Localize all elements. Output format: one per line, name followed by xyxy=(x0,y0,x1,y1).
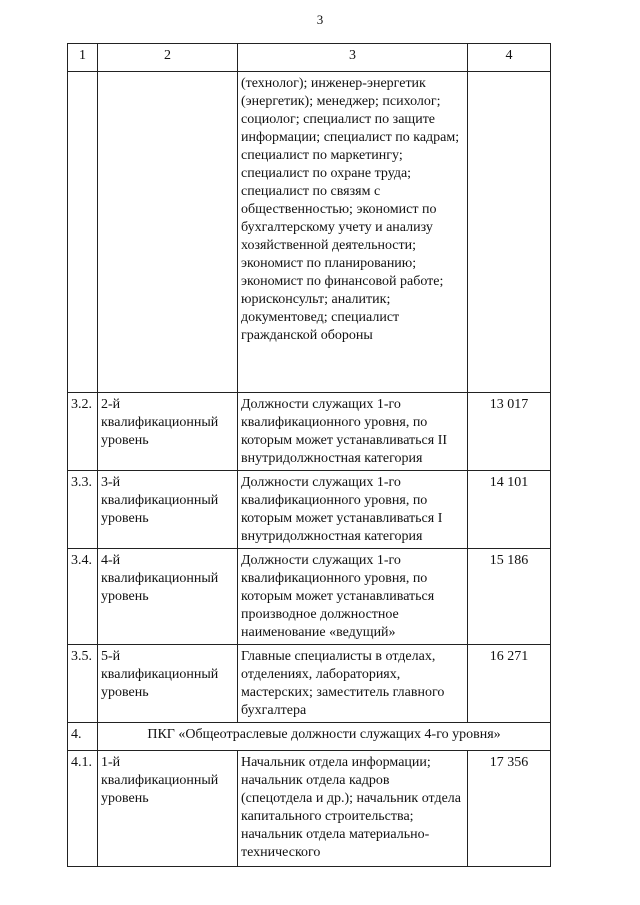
table-row xyxy=(68,645,551,723)
table-row xyxy=(68,471,551,549)
table-row xyxy=(68,72,551,393)
qualification-level: 4-й квалификационный уровень xyxy=(98,549,238,645)
salary-value: 13 017 xyxy=(468,393,551,471)
table-row xyxy=(68,751,551,867)
positions-list: Должности служащих 1-го квалификационного уровня, по которым может устанавливаться II внутридолжностная категория xyxy=(238,393,468,471)
section-row xyxy=(68,723,551,751)
row-number: 3.3. xyxy=(68,471,98,549)
salary-value: 16 271 xyxy=(468,645,551,723)
table-header-row xyxy=(68,44,551,72)
salary-table xyxy=(67,43,551,867)
table-row xyxy=(68,549,551,645)
qualification-level xyxy=(98,72,238,393)
salary-value: 17 356 xyxy=(468,751,551,867)
positions-list: Должности служащих 1-го квалификационного уровня, по которым может устанавливаться производное должностное наименование «ведущий» xyxy=(238,549,468,645)
row-number xyxy=(68,72,98,393)
salary-value xyxy=(468,72,551,393)
qualification-level: 5-й квалификационный уровень xyxy=(98,645,238,723)
header-col-3: 3 xyxy=(238,44,468,72)
positions-list: (технолог); инженер-энергетик (энергетик); менеджер; психолог; социолог; специалист по защите информации; специалист по кадрам; специалист по маркетингу; специалист по охране труда; специалист по связям с общественностью; экономист по бухгалтерскому учету и анализу хозяйственной деятельности; экономист по планированию; экономист по финансовой работе; юрисконсульт; аналитик; документовед; специалист гражданской обороны xyxy=(238,72,468,393)
positions-list: Должности служащих 1-го квалификационного уровня, по которым может устанавливаться I внутридолжностная категория xyxy=(238,471,468,549)
row-number: 4.1. xyxy=(68,751,98,867)
qualification-level: 1-й квалификационный уровень xyxy=(98,751,238,867)
section-title: ПКГ «Общеотраслевые должности служащих 4-го уровня» xyxy=(98,723,551,751)
positions-list: Начальник отдела информации; начальник отдела кадров (спецотдела и др.); начальник отдела капитального строительства; начальник отдела материально-технического xyxy=(238,751,468,867)
row-number: 3.4. xyxy=(68,549,98,645)
row-number: 3.5. xyxy=(68,645,98,723)
qualification-level: 3-й квалификационный уровень xyxy=(98,471,238,549)
header-col-1: 1 xyxy=(68,44,98,72)
positions-list: Главные специалисты в отделах, отделениях, лабораториях, мастерских; заместитель главного бухгалтера xyxy=(238,645,468,723)
table-row xyxy=(68,393,551,471)
page-number: 3 xyxy=(316,12,324,27)
header-col-2: 2 xyxy=(98,44,238,72)
section-number: 4. xyxy=(68,723,98,751)
row-number: 3.2. xyxy=(68,393,98,471)
qualification-level: 2-й квалификационный уровень xyxy=(98,393,238,471)
header-col-4: 4 xyxy=(468,44,551,72)
salary-value: 15 186 xyxy=(468,549,551,645)
salary-value: 14 101 xyxy=(468,471,551,549)
